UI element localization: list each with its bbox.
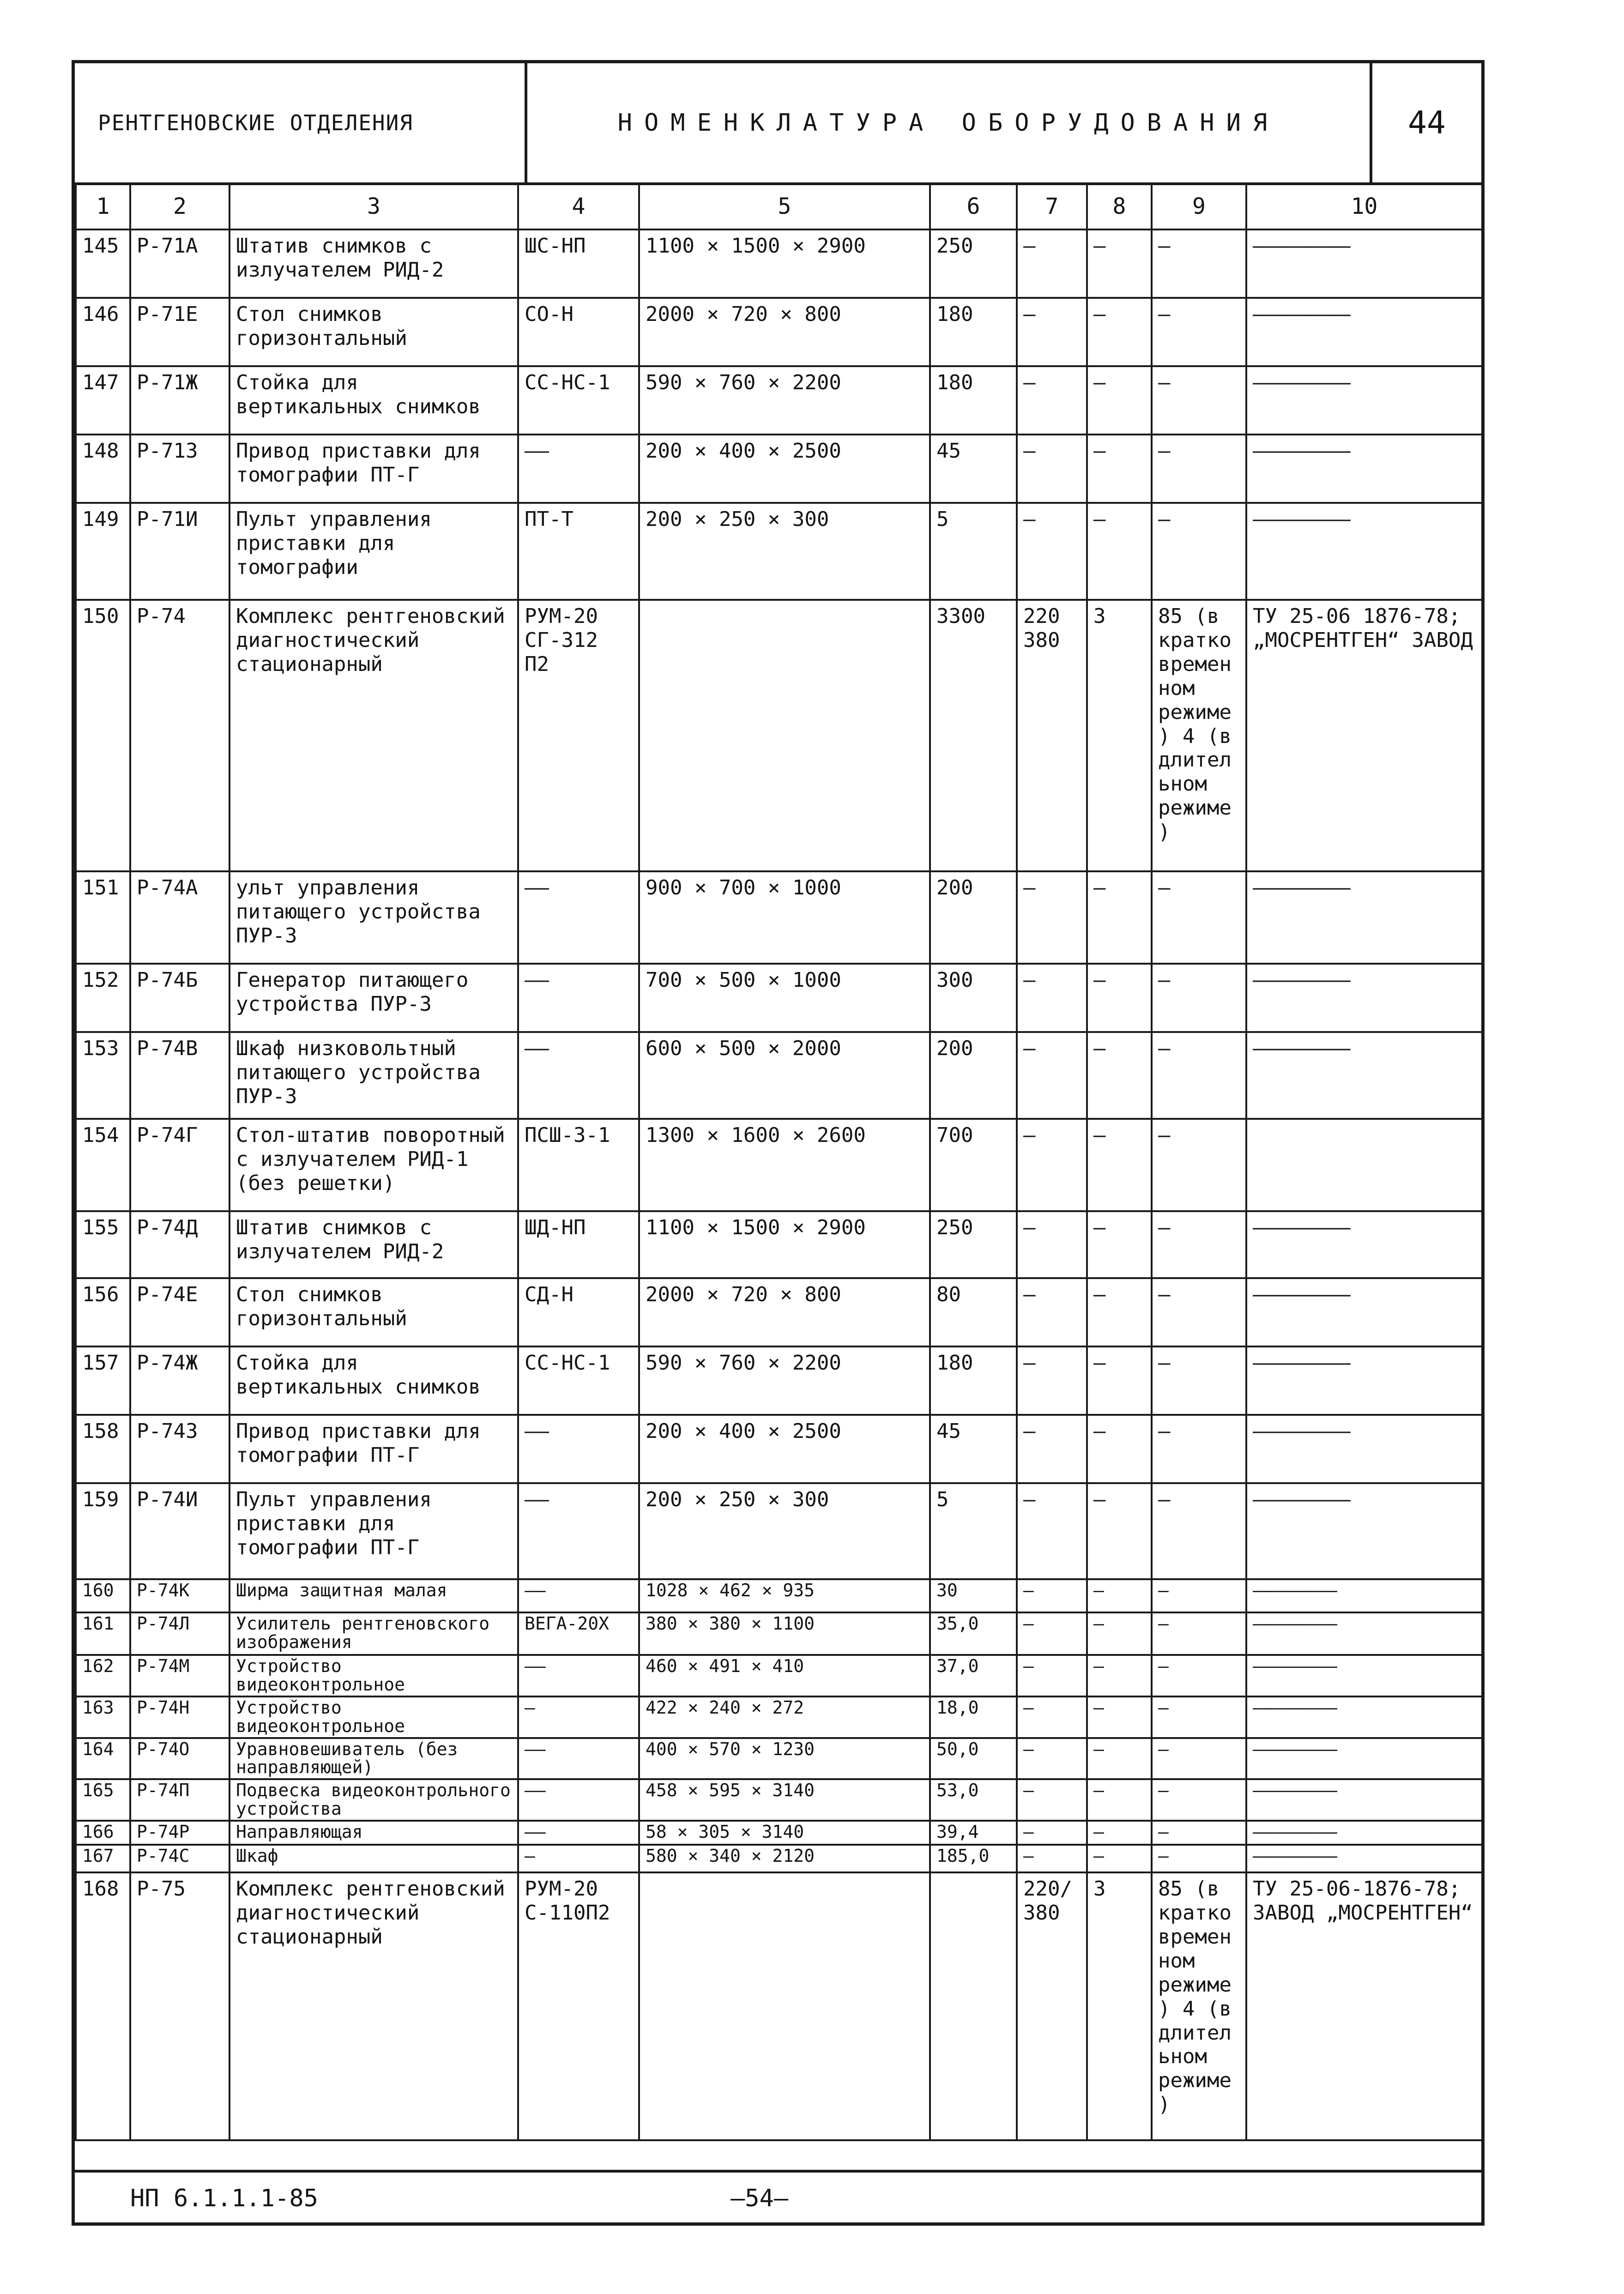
column-number: 1 — [76, 183, 130, 229]
table-cell-col6: 250 — [930, 229, 1017, 298]
table-cell-col9: — — [1152, 1655, 1246, 1696]
table-cell-col3: Направляющая — [229, 1821, 518, 1845]
table-cell-col2: Р-74З — [130, 1415, 229, 1483]
table-cell-col3: Подвеска видеоконтрольного устройства — [229, 1779, 518, 1821]
table-cell-col6: 30 — [930, 1579, 1017, 1612]
table-cell-col9: — — [1152, 1779, 1246, 1821]
table-cell-col8: — — [1087, 229, 1152, 298]
table-cell-col7: — — [1017, 1032, 1087, 1119]
table-cell-col3: Штатив снимков с излучателем РИД-2 — [229, 229, 518, 298]
table-cell-col2: Р-74К — [130, 1579, 229, 1612]
table-cell-col5: 600 × 500 × 2000 — [639, 1032, 930, 1119]
table-cell-col9: — — [1152, 503, 1246, 600]
table-cell-col9: — — [1152, 871, 1246, 964]
table-cell-col10: ———————— — [1246, 298, 1482, 366]
table-cell-col5: 200 × 250 × 300 — [639, 1483, 930, 1579]
table-cell-col2: Р-74Б — [130, 964, 229, 1032]
table-cell-col10: ———————— — [1246, 1415, 1482, 1483]
table-row — [76, 503, 1482, 600]
table-cell-col9: — — [1152, 1119, 1246, 1211]
table-cell-col1: 150 — [76, 600, 130, 871]
table-cell-col3: Устройство видеоконтрольное — [229, 1655, 518, 1696]
document-title: НОМЕНКЛАТУРА ОБОРУДОВАНИЯ — [527, 63, 1372, 182]
table-cell-col6: 45 — [930, 1415, 1017, 1483]
table-cell-col6 — [930, 1872, 1017, 2140]
table-row — [76, 1278, 1482, 1346]
table-row — [76, 435, 1482, 503]
table-row — [76, 1845, 1482, 1872]
table-cell-col5: 458 × 595 × 3140 — [639, 1779, 930, 1821]
table-cell-col9: 85 (в кратковременном режиме) 4 (в длительном режиме) — [1152, 1872, 1246, 2140]
table-cell-col4: СС-НС-1 — [518, 1346, 639, 1415]
table-cell-col3: Ширма защитная малая — [229, 1579, 518, 1612]
table-row — [76, 1119, 1482, 1211]
table-cell-col8: — — [1087, 1821, 1152, 1845]
table-cell-col2: Р-74 — [130, 600, 229, 871]
column-number: 9 — [1152, 183, 1246, 229]
table-cell-col6: 5 — [930, 1483, 1017, 1579]
table-cell-col6: 53,0 — [930, 1779, 1017, 1821]
table-cell-col5: 1100 × 1500 × 2900 — [639, 229, 930, 298]
table-cell-col8: — — [1087, 964, 1152, 1032]
table-cell-col1: 167 — [76, 1845, 130, 1872]
table-cell-col4: —— — [518, 871, 639, 964]
table-cell-col6: 180 — [930, 298, 1017, 366]
table-cell-col4: РУМ-20 СГ-312 П2 — [518, 600, 639, 871]
table-cell-col8: — — [1087, 1278, 1152, 1346]
table-cell-col10: ———————— — [1246, 1211, 1482, 1278]
table-cell-col3: Привод приставки для томографии ПТ-Г — [229, 435, 518, 503]
table-cell-col6: 200 — [930, 1032, 1017, 1119]
table-cell-col8: 3 — [1087, 1872, 1152, 2140]
table-cell-col3: Стол снимков горизонтальный — [229, 298, 518, 366]
table-cell-col10: ———————— — [1246, 1821, 1482, 1845]
table-cell-col1: 155 — [76, 1211, 130, 1278]
table-cell-col9: — — [1152, 1346, 1246, 1415]
table-cell-col4: —— — [518, 964, 639, 1032]
column-number: 10 — [1246, 183, 1482, 229]
table-cell-col3: Пульт управления приставки для томографии — [229, 503, 518, 600]
table-cell-col9: — — [1152, 1738, 1246, 1780]
table-cell-col5: 1300 × 1600 × 2600 — [639, 1119, 930, 1211]
table-cell-col2: Р-74М — [130, 1655, 229, 1696]
table-cell-col9: — — [1152, 1211, 1246, 1278]
table-cell-col6: 37,0 — [930, 1655, 1017, 1696]
table-cell-col7: — — [1017, 1211, 1087, 1278]
sheet-number: 44 — [1408, 104, 1446, 141]
table-cell-col2: Р-74Л — [130, 1612, 229, 1655]
table-cell-col9: — — [1152, 1612, 1246, 1655]
table-cell-col4: —— — [518, 1483, 639, 1579]
table-cell-col1: 165 — [76, 1779, 130, 1821]
table-cell-col7: 220/380 — [1017, 1872, 1087, 2140]
table-cell-col4: ПСШ-3-1 — [518, 1119, 639, 1211]
table-cell-col3: Шкаф — [229, 1845, 518, 1872]
table-cell-col8: — — [1087, 1579, 1152, 1612]
table-cell-col6: 35,0 — [930, 1612, 1017, 1655]
table-cell-col2: Р-74Ж — [130, 1346, 229, 1415]
table-cell-col2: Р-74Е — [130, 1278, 229, 1346]
table-cell-col3: Стол снимков горизонтальный — [229, 1278, 518, 1346]
table-cell-col7: — — [1017, 1845, 1087, 1872]
table-cell-col7: 220 380 — [1017, 600, 1087, 871]
table-row — [76, 1612, 1482, 1655]
column-number: 7 — [1017, 183, 1087, 229]
table-cell-col3: Стол-штатив поворотный с излучателем РИД-1 (без решетки) — [229, 1119, 518, 1211]
table-cell-col4: СД-Н — [518, 1278, 639, 1346]
table-cell-col9: — — [1152, 1579, 1246, 1612]
table-row — [76, 1483, 1482, 1579]
table-cell-col5 — [639, 600, 930, 871]
table-cell-col9: — — [1152, 435, 1246, 503]
table-cell-col2: Р-71А — [130, 229, 229, 298]
footer-band — [75, 2170, 1481, 2222]
table-cell-col1: 153 — [76, 1032, 130, 1119]
table-cell-col6: 180 — [930, 366, 1017, 435]
column-number-row — [76, 183, 1482, 229]
table-cell-col5: 2000 × 720 × 800 — [639, 298, 930, 366]
table-cell-col10 — [1246, 1119, 1482, 1211]
table-cell-col2: Р-74А — [130, 871, 229, 964]
column-number: 3 — [229, 183, 518, 229]
table-cell-col7: — — [1017, 229, 1087, 298]
table-cell-col6: 50,0 — [930, 1738, 1017, 1780]
table-cell-col9: — — [1152, 1415, 1246, 1483]
table-cell-col5: 590 × 760 × 2200 — [639, 366, 930, 435]
table-row — [76, 1346, 1482, 1415]
table-cell-col3: Уравновешиватель (без направляющей) — [229, 1738, 518, 1780]
table-cell-col1: 162 — [76, 1655, 130, 1696]
equipment-table — [75, 182, 1483, 2141]
table-cell-col7: — — [1017, 1119, 1087, 1211]
table-cell-col3: Комплекс рентгеновский диагностический стационарный — [229, 600, 518, 871]
table-cell-col6: 5 — [930, 503, 1017, 600]
table-cell-col1: 161 — [76, 1612, 130, 1655]
table-row — [76, 1696, 1482, 1738]
table-cell-col5: 580 × 340 × 2120 — [639, 1845, 930, 1872]
table-cell-col10: ———————— — [1246, 871, 1482, 964]
table-cell-col5: 1028 × 462 × 935 — [639, 1579, 930, 1612]
table-cell-col9: — — [1152, 1278, 1246, 1346]
table-cell-col3: Генератор питающего устройства ПУР-3 — [229, 964, 518, 1032]
table-row — [76, 366, 1482, 435]
table-cell-col4: —— — [518, 1415, 639, 1483]
table-cell-col9: — — [1152, 298, 1246, 366]
table-cell-col10: ТУ 25-06 1876-78; „МОСРЕНТГЕН“ ЗАВОД — [1246, 600, 1482, 871]
table-cell-col9: — — [1152, 1483, 1246, 1579]
table-cell-col4: ШД-НП — [518, 1211, 639, 1278]
table-cell-col1: 147 — [76, 366, 130, 435]
table-cell-col8: — — [1087, 503, 1152, 600]
table-row — [76, 964, 1482, 1032]
table-cell-col6: 3300 — [930, 600, 1017, 871]
column-number: 2 — [130, 183, 229, 229]
table-cell-col2: Р-74Г — [130, 1119, 229, 1211]
table-cell-col3: Шкаф низковольтный питающего устройства ПУР-3 — [229, 1032, 518, 1119]
table-cell-col9: — — [1152, 1821, 1246, 1845]
table-cell-col1: 157 — [76, 1346, 130, 1415]
table-cell-col8: — — [1087, 1032, 1152, 1119]
table-cell-col10: ———————— — [1246, 1579, 1482, 1612]
table-row — [76, 229, 1482, 298]
table-row — [76, 1032, 1482, 1119]
table-cell-col5: 700 × 500 × 1000 — [639, 964, 930, 1032]
table-cell-col8: — — [1087, 1415, 1152, 1483]
table-cell-col9: — — [1152, 229, 1246, 298]
table-row — [76, 298, 1482, 366]
table-cell-col8: — — [1087, 1483, 1152, 1579]
table-cell-col5: 1100 × 1500 × 2900 — [639, 1211, 930, 1278]
table-cell-col1: 164 — [76, 1738, 130, 1780]
table-cell-col5: 422 × 240 × 272 — [639, 1696, 930, 1738]
table-cell-col2: Р-71И — [130, 503, 229, 600]
table-cell-col6: 250 — [930, 1211, 1017, 1278]
table-cell-col4: —— — [518, 1738, 639, 1780]
table-cell-col10: ———————— — [1246, 1738, 1482, 1780]
table-row — [76, 1655, 1482, 1696]
table-cell-col3: Пульт управления приставки для томографии ПТ-Г — [229, 1483, 518, 1579]
table-cell-col5: 590 × 760 × 2200 — [639, 1346, 930, 1415]
table-cell-col9: — — [1152, 1032, 1246, 1119]
table-cell-col9: — — [1152, 964, 1246, 1032]
table-cell-col5: 400 × 570 × 1230 — [639, 1738, 930, 1780]
table-cell-col6: 45 — [930, 435, 1017, 503]
table-cell-col3: Стойка для вертикальных снимков — [229, 1346, 518, 1415]
table-cell-col1: 159 — [76, 1483, 130, 1579]
table-cell-col10: ———————— — [1246, 503, 1482, 600]
table-cell-col10: ———————— — [1246, 1483, 1482, 1579]
table-cell-col8: — — [1087, 1346, 1152, 1415]
table-cell-col4: —— — [518, 1579, 639, 1612]
table-row — [76, 1738, 1482, 1780]
table-cell-col5: 380 × 380 × 1100 — [639, 1612, 930, 1655]
table-cell-col7: — — [1017, 298, 1087, 366]
table-row — [76, 871, 1482, 964]
table-cell-col6: 80 — [930, 1278, 1017, 1346]
table-cell-col1: 146 — [76, 298, 130, 366]
table-cell-col10: ———————— — [1246, 229, 1482, 298]
table-cell-col1: 154 — [76, 1119, 130, 1211]
table-cell-col1: 160 — [76, 1579, 130, 1612]
table-cell-col9: 85 (в кратковременном режиме) 4 (в длительном режиме) — [1152, 600, 1246, 871]
document-code: НП 6.1.1.1-85 — [130, 2185, 318, 2212]
table-cell-col7: — — [1017, 366, 1087, 435]
table-cell-col2: Р-74Н — [130, 1696, 229, 1738]
table-cell-col6: 18,0 — [930, 1696, 1017, 1738]
table-cell-col2: Р-75 — [130, 1872, 229, 2140]
header-band — [75, 63, 1481, 185]
table-cell-col4: —— — [518, 1779, 639, 1821]
table-cell-col6: 39,4 — [930, 1821, 1017, 1845]
table-cell-col10: ———————— — [1246, 366, 1482, 435]
table-cell-col10: ———————— — [1246, 1696, 1482, 1738]
table-cell-col7: — — [1017, 1655, 1087, 1696]
table-cell-col7: — — [1017, 503, 1087, 600]
table-cell-col10: ———————— — [1246, 964, 1482, 1032]
table-cell-col7: — — [1017, 1346, 1087, 1415]
table-cell-col3: Устройство видеоконтрольное — [229, 1696, 518, 1738]
table-cell-col7: — — [1017, 435, 1087, 503]
table-cell-col4: СС-НС-1 — [518, 366, 639, 435]
table-cell-col7: — — [1017, 1579, 1087, 1612]
table-row — [76, 1579, 1482, 1612]
table-cell-col9: — — [1152, 1845, 1246, 1872]
table-cell-col5: 200 × 400 × 2500 — [639, 1415, 930, 1483]
table-cell-col3: Усилитель рентгеновского изображения — [229, 1612, 518, 1655]
table-row — [76, 1779, 1482, 1821]
table-cell-col8: — — [1087, 1612, 1152, 1655]
table-cell-col7: — — [1017, 1696, 1087, 1738]
table-cell-col1: 158 — [76, 1415, 130, 1483]
document-sheet — [72, 60, 1485, 2226]
page-number: —54— — [730, 2185, 789, 2212]
column-number: 8 — [1087, 183, 1152, 229]
table-cell-col7: — — [1017, 1821, 1087, 1845]
table-cell-col9: — — [1152, 1696, 1246, 1738]
table-cell-col3: Стойка для вертикальных снимков — [229, 366, 518, 435]
table-row — [76, 600, 1482, 871]
table-cell-col5: 460 × 491 × 410 — [639, 1655, 930, 1696]
table-cell-col8: — — [1087, 871, 1152, 964]
table-cell-col2: Р-71Е — [130, 298, 229, 366]
table-cell-col3: Привод приставки для томографии ПТ-Г — [229, 1415, 518, 1483]
column-number: 6 — [930, 183, 1017, 229]
table-cell-col6: 200 — [930, 871, 1017, 964]
table-cell-col8: — — [1087, 1738, 1152, 1780]
table-cell-col8: — — [1087, 1696, 1152, 1738]
table-cell-col1: 163 — [76, 1696, 130, 1738]
table-row — [76, 1415, 1482, 1483]
table-cell-col10: ———————— — [1246, 1779, 1482, 1821]
table-cell-col5: 58 × 305 × 3140 — [639, 1821, 930, 1845]
column-number: 4 — [518, 183, 639, 229]
table-cell-col5: 2000 × 720 × 800 — [639, 1278, 930, 1346]
table-cell-col7: — — [1017, 1738, 1087, 1780]
table-cell-col10: ———————— — [1246, 1032, 1482, 1119]
table-cell-col6: 185,0 — [930, 1845, 1017, 1872]
table-cell-col4: СО-Н — [518, 298, 639, 366]
table-cell-col3: Штатив снимков с излучателем РИД-2 — [229, 1211, 518, 1278]
table-cell-col8: 3 — [1087, 600, 1152, 871]
table-cell-col1: 145 — [76, 229, 130, 298]
table-cell-col8: — — [1087, 1119, 1152, 1211]
table-cell-col10: ———————— — [1246, 1655, 1482, 1696]
table-row — [76, 1211, 1482, 1278]
table-cell-col7: — — [1017, 1483, 1087, 1579]
department-title: РЕНТГЕНОВСКИЕ ОТДЕЛЕНИЯ — [75, 63, 527, 182]
table-cell-col4: ВЕГА-20Х — [518, 1612, 639, 1655]
table-cell-col3: ульт управления питающего устройства ПУР-3 — [229, 871, 518, 964]
table-cell-col8: — — [1087, 1655, 1152, 1696]
table-cell-col4: — — [518, 1696, 639, 1738]
table-cell-col5: 200 × 250 × 300 — [639, 503, 930, 600]
table-cell-col1: 152 — [76, 964, 130, 1032]
table-cell-col1: 148 — [76, 435, 130, 503]
table-cell-col8: — — [1087, 1211, 1152, 1278]
table-cell-col4: ШС-НП — [518, 229, 639, 298]
table-cell-col7: — — [1017, 1612, 1087, 1655]
table-cell-col6: 700 — [930, 1119, 1017, 1211]
table-row — [76, 1821, 1482, 1845]
table-cell-col10: ———————— — [1246, 1278, 1482, 1346]
table-cell-col2: Р-74О — [130, 1738, 229, 1780]
table-cell-col4: —— — [518, 1032, 639, 1119]
table-cell-col5: 900 × 700 × 1000 — [639, 871, 930, 964]
table-cell-col1: 149 — [76, 503, 130, 600]
table-cell-col6: 180 — [930, 1346, 1017, 1415]
table-row — [76, 1872, 1482, 2140]
table-cell-col2: Р-74В — [130, 1032, 229, 1119]
table-cell-col5 — [639, 1872, 930, 2140]
table-cell-col7: — — [1017, 1415, 1087, 1483]
table-cell-col7: — — [1017, 1278, 1087, 1346]
table-cell-col8: — — [1087, 435, 1152, 503]
table-cell-col2: Р-74Р — [130, 1821, 229, 1845]
table-cell-col2: Р-71Ж — [130, 366, 229, 435]
table-cell-col8: — — [1087, 366, 1152, 435]
table-cell-col2: Р-74П — [130, 1779, 229, 1821]
table-cell-col4: ПТ-Т — [518, 503, 639, 600]
table-cell-col10: ———————— — [1246, 1845, 1482, 1872]
table-cell-col7: — — [1017, 871, 1087, 964]
table-cell-col2: Р-74С — [130, 1845, 229, 1872]
table-cell-col10: ТУ 25-06-1876-78; ЗАВОД „МОСРЕНТГЕН“ — [1246, 1872, 1482, 2140]
table-cell-col7: — — [1017, 964, 1087, 1032]
table-cell-col10: ———————— — [1246, 1346, 1482, 1415]
table-cell-col4: —— — [518, 435, 639, 503]
table-cell-col5: 200 × 400 × 2500 — [639, 435, 930, 503]
table-cell-col8: — — [1087, 1779, 1152, 1821]
table-cell-col2: Р-74Д — [130, 1211, 229, 1278]
table-cell-col2: Р-74И — [130, 1483, 229, 1579]
table-cell-col1: 168 — [76, 1872, 130, 2140]
table-cell-col4: — — [518, 1845, 639, 1872]
table-cell-col3: Комплекс рентгеновский диагностический стационарный — [229, 1872, 518, 2140]
column-number: 5 — [639, 183, 930, 229]
table-cell-col9: — — [1152, 366, 1246, 435]
table-cell-col10: ———————— — [1246, 435, 1482, 503]
table-cell-col6: 300 — [930, 964, 1017, 1032]
table-cell-col4: —— — [518, 1821, 639, 1845]
table-cell-col8: — — [1087, 298, 1152, 366]
table-cell-col4: —— — [518, 1655, 639, 1696]
table-cell-col7: — — [1017, 1779, 1087, 1821]
table-cell-col4: РУМ-20 С-110П2 — [518, 1872, 639, 2140]
table-cell-col2: Р-71З — [130, 435, 229, 503]
table-cell-col8: — — [1087, 1845, 1152, 1872]
table-cell-col1: 151 — [76, 871, 130, 964]
table-cell-col1: 156 — [76, 1278, 130, 1346]
table-cell-col10: ———————— — [1246, 1612, 1482, 1655]
table-cell-col1: 166 — [76, 1821, 130, 1845]
